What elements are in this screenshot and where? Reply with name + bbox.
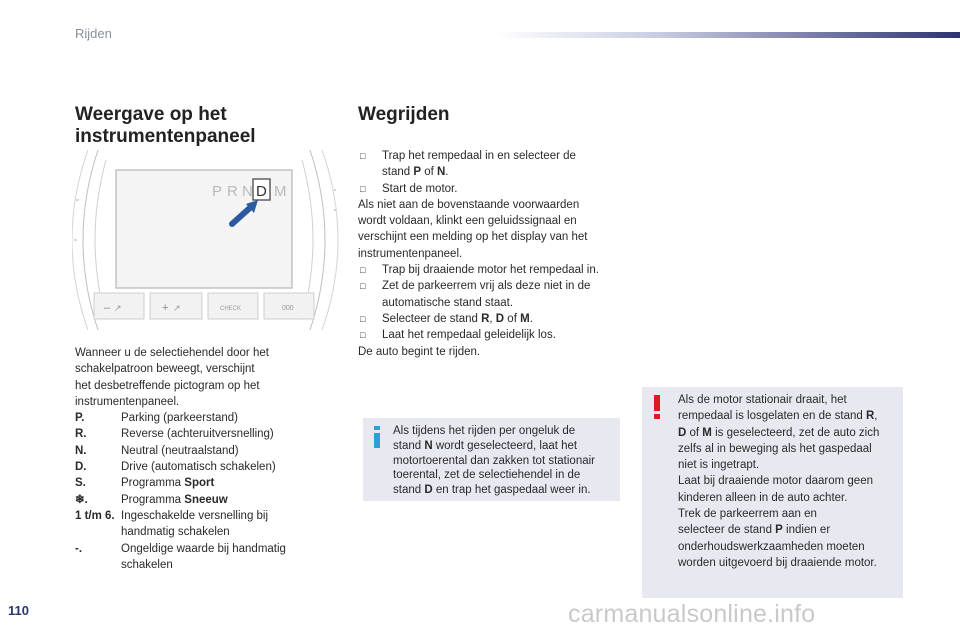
instrument-panel-illustration [72, 150, 340, 330]
gear-item-snow: ❄. Programma Sneeuw [75, 493, 228, 506]
bullet-icon: □ [360, 281, 366, 292]
gear-n: N [242, 183, 253, 200]
svg-text:↗: ↗ [173, 303, 181, 313]
svg-text:↗: ↗ [114, 303, 122, 313]
gear-d: D [256, 183, 267, 200]
info-box: Als tijdens het rijden per ongeluk de stand N wordt geselecteerd, laat het motortoerental dan zakken tot stationair toerental, zet de selectiehendel in de stand D en trap het gaspedaal weer in. [363, 418, 620, 501]
speed-minus-icon: – [104, 302, 111, 314]
step-5: □ Selecteer de stand R, D of M. [358, 311, 628, 327]
left-title: Weergave op het instrumentenpaneel [75, 104, 256, 147]
gear-item-s: S. Programma Sport [75, 477, 215, 490]
right-title: Wegrijden [358, 104, 450, 125]
bullet-icon: □ [360, 313, 366, 324]
warning-icon [652, 395, 662, 419]
bullet-icon: □ [360, 151, 366, 161]
section-label: Rijden [75, 26, 112, 41]
gear-p: P [212, 183, 224, 200]
speed-plus-icon: + [162, 302, 169, 314]
step-2: □ Start de motor. [358, 181, 628, 197]
gear-item-d: D. Drive (automatisch schakelen) [75, 461, 276, 474]
info-icon [371, 426, 383, 448]
odometer-button-label: 000 [282, 305, 294, 312]
gear-item-r: R. Reverse (achteruitversnelling) [75, 428, 274, 441]
header-bar [495, 32, 960, 38]
gear-item-invalid: -. Ongeldige waarde bij handmatig [75, 542, 286, 555]
warning-box: Als de motor stationair draait, het rempedaal is losgelaten en de stand R, D of M is geselecteerd, zet de auto zich zelfs al in beweging als het gaspedaal niet is ingetrapt. Laat bij draaiende motor daarom geen kinderen alleen in de auto achter. Trek de parkeerrem aan en selecteer de stand P indien er onderhoudswerkzaamheden moeten worden uitgevoerd bij draaiende motor. [642, 387, 903, 598]
instrument-panel-svg [72, 150, 340, 330]
right-body-text: □ Trap het rempedaal in en selecteer de stand P of N. □ Start de motor. Als niet aan de bovenstaande voorwaarden wordt voldaan, klinkt een geluidssignaal en verschijnt een melding op het display van het instrumentenpaneel. □ Trap bij draaiende motor het rempedaal in. □ Zet de parkeerrem vrij als deze niet in de automatische stand staat. □ Selecteer de stand R, D of M. □ Laat het rempedaal geleidelijk los. De auto begint te rijden. [358, 148, 628, 360]
bullet-icon: □ [360, 265, 366, 276]
check-button-label: CHECK [220, 306, 242, 312]
gear-item-p: P. Parking (parkeerstand) [75, 412, 238, 425]
gear-r: R [227, 183, 238, 200]
left-body-text: Wanneer u de selectiehendel door het schakelpatroon beweegt, verschijnt het desbetreffende pictogram op het instrumentenpaneel. P. Parking (parkeerstand) R. Reverse (achteruitversnelling) N. Neutral (neutraalstand) D. Drive (automatisch schakelen) S. Programma Sport ❄. Programma Sneeuw 1 t/m 6. Ingeschakelde versnelling bij handmatig schakelen -. Ongeldige waarde bij handmatig schakelen [75, 345, 345, 573]
step-4: □ Zet de parkeerrem vrij als deze niet in de automatische stand staat. [358, 278, 628, 311]
gear-item-n: N. Neutral (neutraalstand) [75, 444, 239, 457]
step-1: □ Trap het rempedaal in en selecteer de stand P of N. [358, 148, 628, 181]
bullet-icon: □ [360, 330, 366, 341]
step-3: □ Trap bij draaiende motor het rempedaal in. [358, 262, 628, 278]
watermark: carmanualsonline.info [568, 600, 816, 628]
bullet-icon: □ [360, 183, 366, 194]
page-number: 110 [8, 603, 29, 618]
step-6: □ Laat het rempedaal geleidelijk los. [358, 327, 628, 343]
gear-item-manual: 1 t/m 6. Ingeschakelde versnelling bij [75, 509, 269, 522]
gear-m: M [274, 183, 287, 200]
